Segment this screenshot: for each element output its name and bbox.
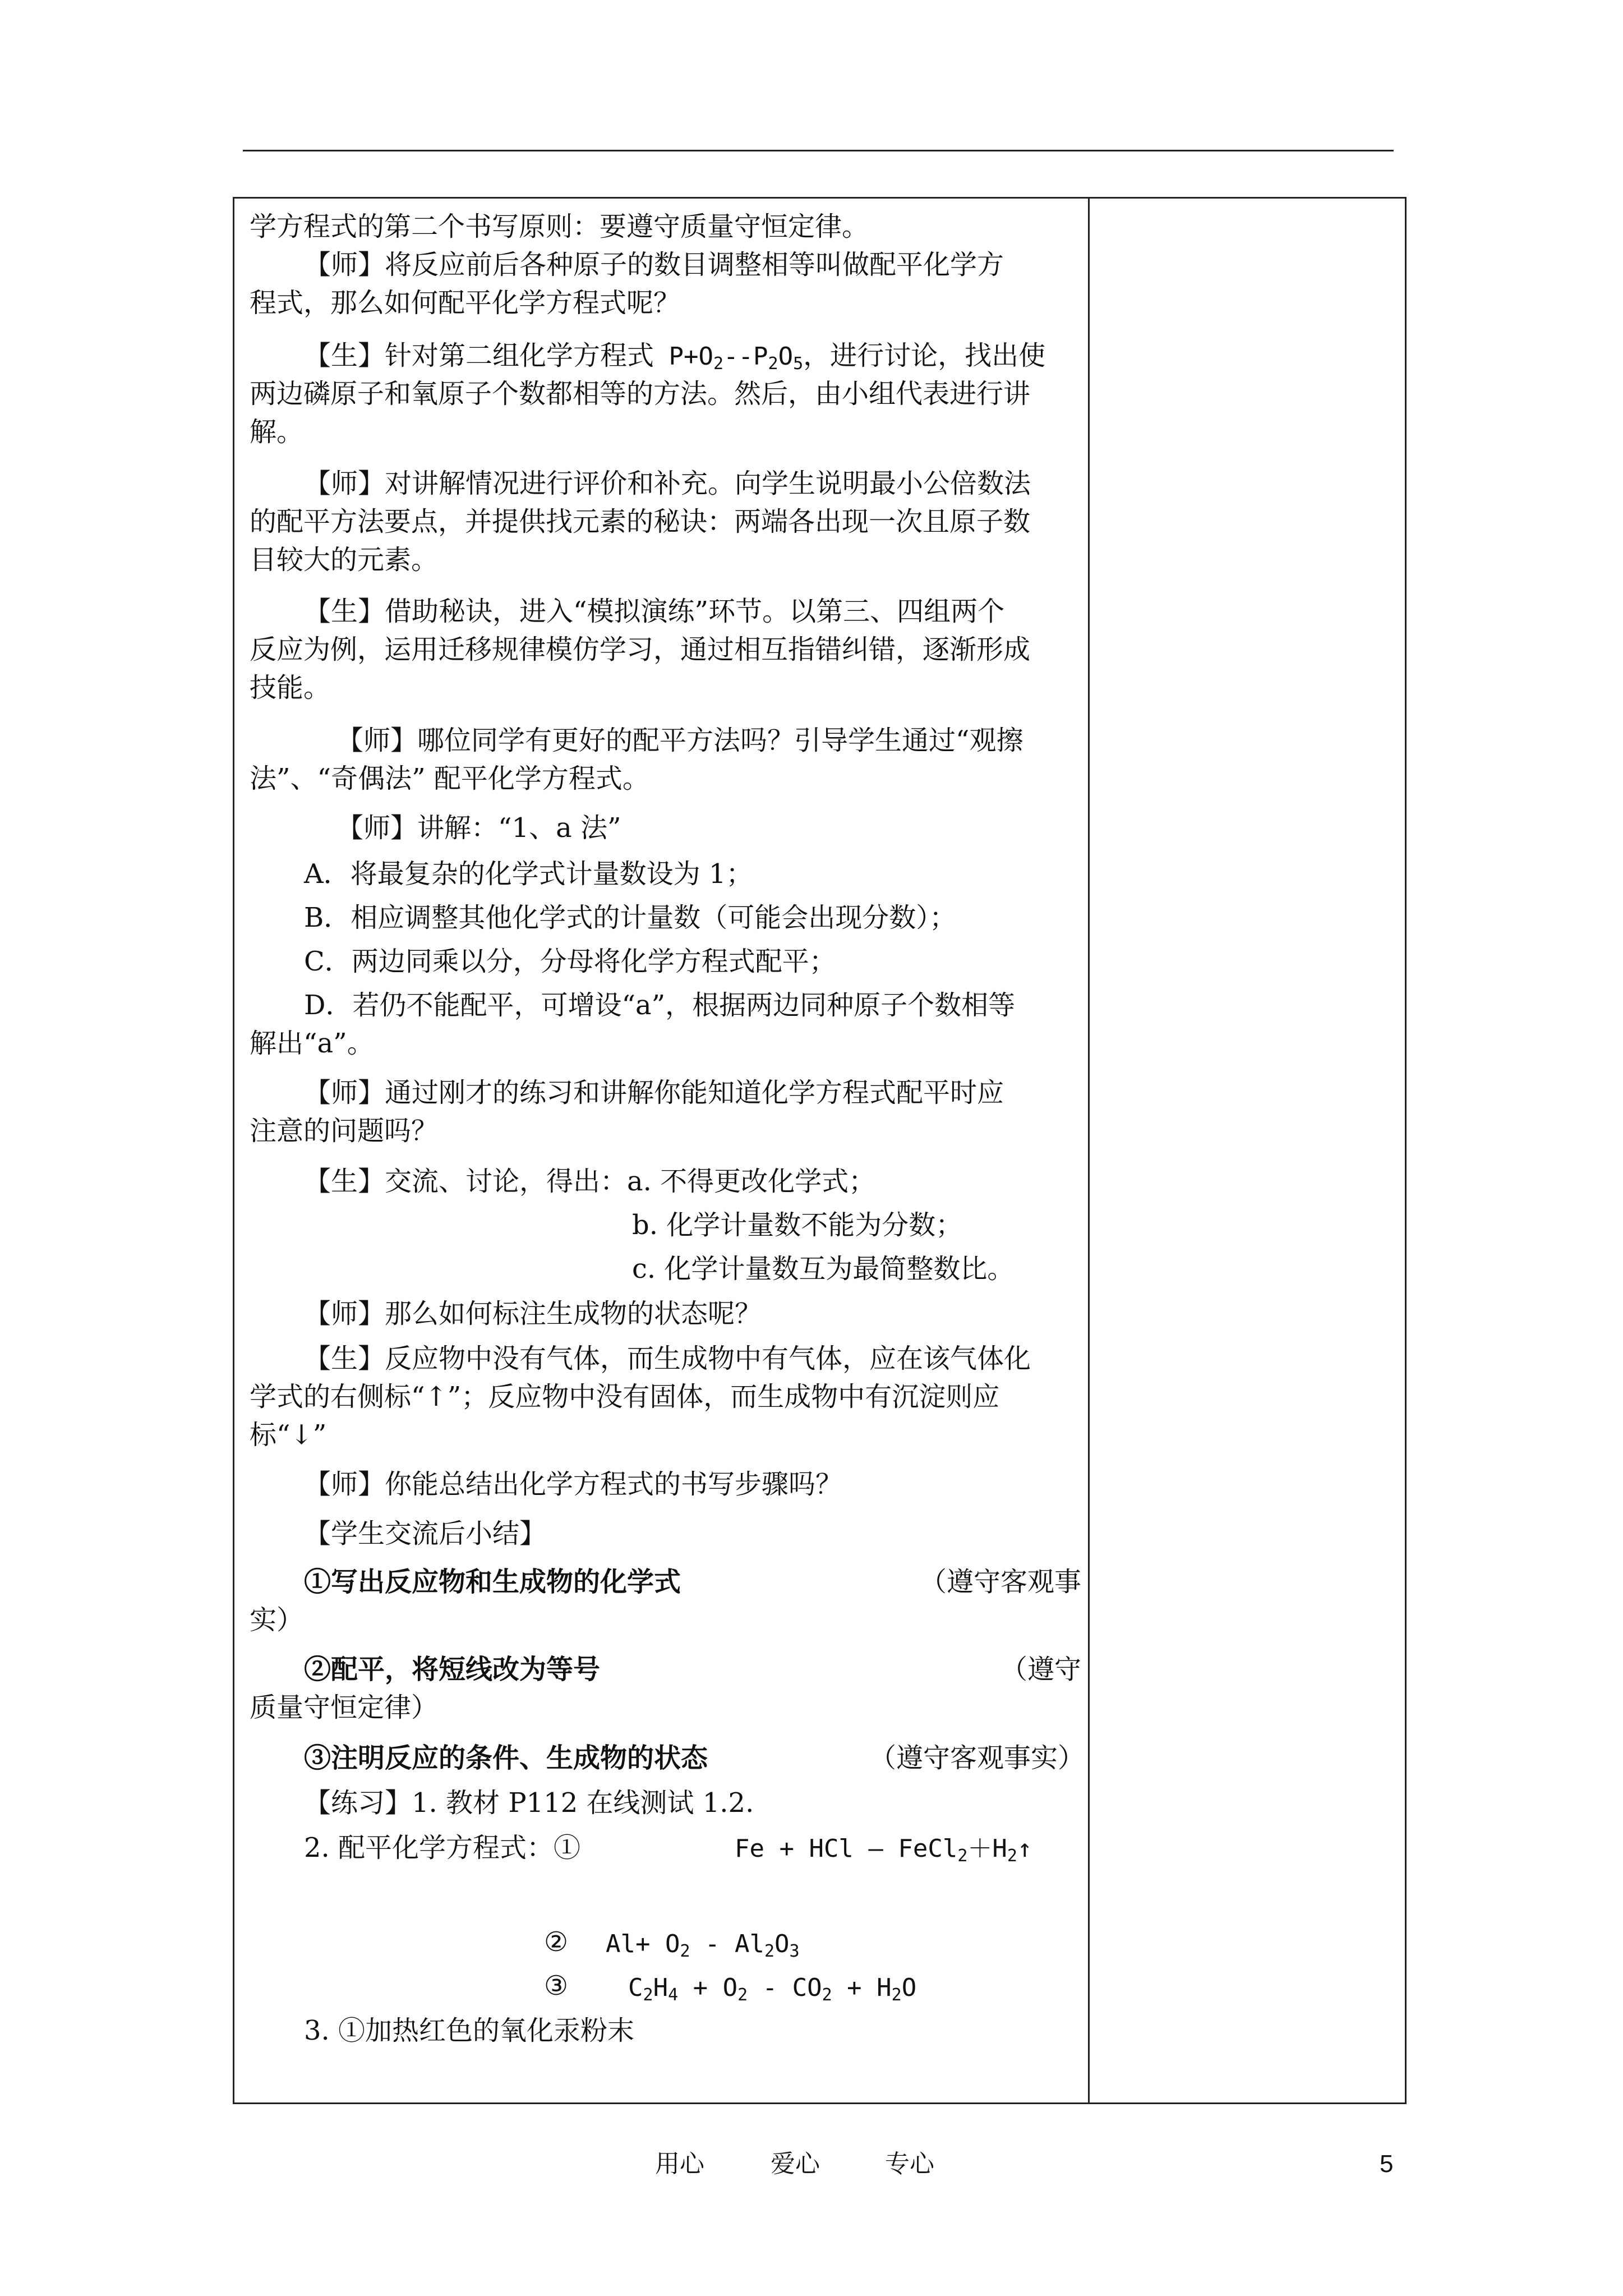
text-line: 程式，那么如何配平化学方程式呢？ [250,287,681,319]
text-line: 【师】哪位同学有更好的配平方法吗？引导学生通过“观擦 [336,725,1023,756]
text-line: C．两边同乘以分，分母将化学方程式配平； [304,946,836,977]
text-line: 【练习】1. 教材 P112 在线测试 1.2. [304,1787,754,1819]
text-line: 【师】讲解：“1、a 法” [336,812,621,844]
text-line: 两边磷原子和氧原子个数都相等的方法。然后，由小组代表进行讲 [250,378,1031,409]
text-line: 【生】借助秘诀，进入“模拟演练”环节。以第三、四组两个 [304,596,1005,627]
header-rule [243,150,1394,151]
text-line: 解。 [250,416,304,448]
text-line: 学方程式的第二个书写原则：要遵守质量守恒定律。 [250,211,869,242]
text-line: （遵守客观事 [920,1566,1082,1598]
text-line: 的配平方法要点，并提供找元素的秘诀：两端各出现一次且原子数 [250,506,1031,537]
text-line [304,1653,600,1686]
text-line: （遵守客观事实） [869,1742,1085,1774]
step-two: ②配平，将短线改为等号 [304,1654,601,1685]
text-line: 技能。 [250,672,331,703]
text-line: 注意的问题吗？ [250,1115,439,1147]
formula-al-o2: $Al+ O_2 - Al_2O_3$ [606,1930,800,1961]
text-line: 【师】那么如何标注生成物的状态呢？ [304,1298,762,1329]
text-line [304,339,1045,374]
step-three: ③注明反应的条件、生成物的状态 [304,1742,708,1774]
text-line: B．相应调整其他化学式的计量数（可能会出现分数）； [304,902,957,933]
formula-fe-hcl: Fe + HCl — $FeCl_2+H_2↑$ [735,1834,1032,1866]
text-line: 【师】你能总结出化学方程式的书写步骤吗？ [304,1469,843,1500]
text-line: b. 化学计量数不能为分数； [632,1209,963,1241]
page-number: 5 [1380,2150,1394,2178]
text-line: 2. 配平化学方程式：① [304,1832,581,1864]
table-column-divider [1088,197,1090,2104]
footer-motto-1: 用心 [655,2150,704,2178]
step-one: ①写出反应物和生成物的化学式 [304,1566,681,1598]
text-line: 【生】交流、讨论，得出：a. 不得更改化学式； [304,1166,876,1197]
formula-c2h4-o2: $C_2H_4 + O_2 - CO_2 + H_2O$ [628,1973,917,2005]
text-line: 解出“a”。 [250,1028,374,1059]
text-segment: ，进行讨论，找出使 [803,340,1046,371]
text-line: 【学生交流后小结】 [304,1518,547,1549]
text-line: ③ [544,1970,569,2001]
text-line: （遵守 [1000,1654,1082,1685]
text-line: A．将最复杂的化学式计量数设为 1； [304,858,753,890]
text-line: 【师】通过刚才的练习和讲解你能知道化学方程式配平时应 [304,1077,1004,1108]
text-segment: 【生】针对第二组化学方程式 [304,340,654,371]
text-line: 目较大的元素。 [250,544,439,576]
text-line: D．若仍不能配平，可增设“a”，根据两边同种原子个数相等 [304,990,1016,1021]
footer-motto-2: 爱心 [771,2150,820,2178]
text-line: 【生】反应物中没有气体，而生成物中有气体，应在该气体化 [304,1343,1031,1374]
text-line: 实） [250,1604,304,1636]
text-line: c. 化学计量数互为最简整数比。 [632,1253,1015,1285]
footer-motto-3: 专心 [885,2150,934,2178]
text-line: 质量守恒定律） [250,1692,439,1723]
text-line [304,1741,708,1775]
text-line: 【师】将反应前后各种原子的数目调整相等叫做配平化学方 [304,249,1004,280]
text-line: 3. ①加热红色的氧化汞粉末 [304,2015,635,2046]
text-line: 反应为例，运用迁移规律模仿学习，通过相互指错纠错，逐渐形成 [250,634,1031,665]
formula-p-o2: $P+O_2--P_2O_5$ [668,342,804,374]
text-line: ② [544,1926,569,1958]
text-line: 标“↓” [250,1419,327,1451]
text-line: 学式的右侧标“↑”；反应物中没有固体，而生成物中有沉淀则应 [250,1381,1000,1412]
text-line: 法”、“奇偶法” 配平化学方程式。 [250,763,649,794]
text-line: 【师】对讲解情况进行评价和补充。向学生说明最小公倍数法 [304,468,1031,499]
text-line [304,1565,681,1599]
